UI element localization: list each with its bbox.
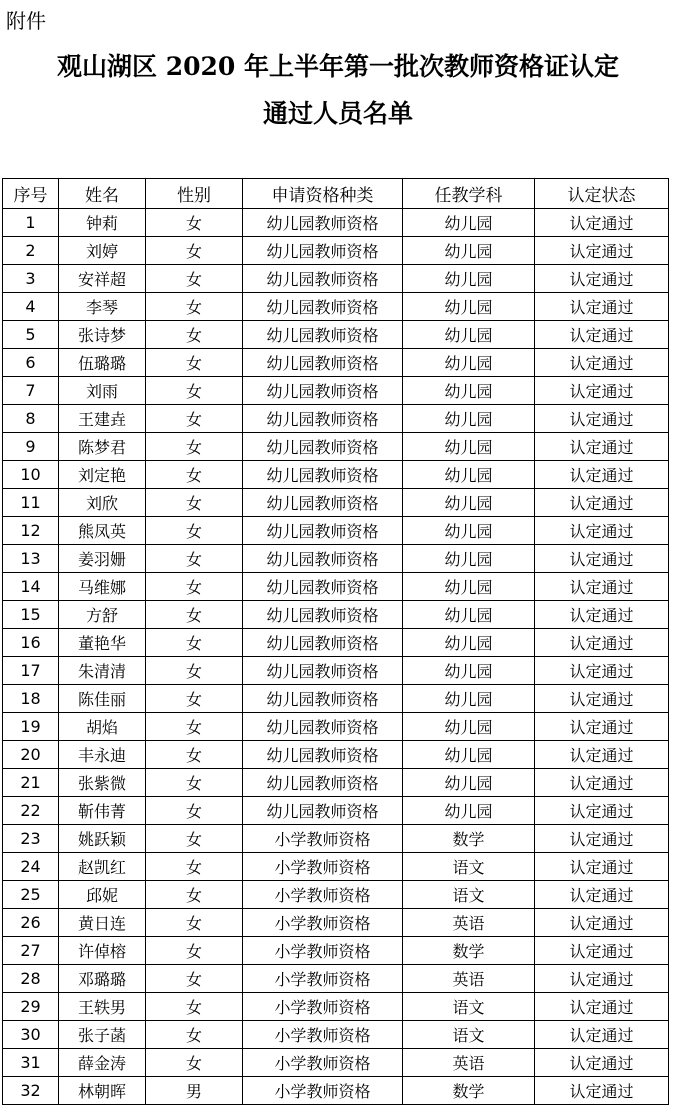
table-row [3, 489, 669, 517]
cell-index: 23 [3, 825, 59, 853]
table-row [3, 405, 669, 433]
table-row [3, 769, 669, 797]
cell-index: 1 [3, 209, 59, 237]
cell-qualification-type: 幼儿园教师资格 [243, 573, 403, 601]
table-header-row [3, 179, 669, 209]
cell-gender: 女 [146, 965, 243, 993]
cell-gender: 女 [146, 741, 243, 769]
table-row [3, 993, 669, 1021]
cell-gender: 女 [146, 433, 243, 461]
cell-qualification-type: 幼儿园教师资格 [243, 797, 403, 825]
cell-status: 认定通过 [535, 685, 669, 713]
cell-index: 10 [3, 461, 59, 489]
cell-gender: 女 [146, 377, 243, 405]
cell-status: 认定通过 [535, 237, 669, 265]
cell-index: 7 [3, 377, 59, 405]
table-row [3, 265, 669, 293]
cell-gender: 女 [146, 1049, 243, 1077]
cell-name: 张诗梦 [59, 321, 146, 349]
cell-qualification-type: 小学教师资格 [243, 993, 403, 1021]
cell-gender: 女 [146, 209, 243, 237]
cell-subject: 语文 [403, 1021, 535, 1049]
cell-name: 陈佳丽 [59, 685, 146, 713]
cell-gender: 女 [146, 265, 243, 293]
cell-name: 邓璐璐 [59, 965, 146, 993]
cell-index: 31 [3, 1049, 59, 1077]
cell-qualification-type: 幼儿园教师资格 [243, 209, 403, 237]
cell-index: 28 [3, 965, 59, 993]
cell-name: 邱妮 [59, 881, 146, 909]
cell-status: 认定通过 [535, 209, 669, 237]
column-header-name: 姓名 [59, 179, 146, 209]
cell-subject: 语文 [403, 881, 535, 909]
cell-status: 认定通过 [535, 741, 669, 769]
cell-gender: 女 [146, 881, 243, 909]
cell-subject: 幼儿园 [403, 797, 535, 825]
column-header-gender: 性别 [146, 179, 243, 209]
cell-index: 4 [3, 293, 59, 321]
cell-status: 认定通过 [535, 909, 669, 937]
cell-index: 14 [3, 573, 59, 601]
cell-name: 王建垚 [59, 405, 146, 433]
cell-gender: 女 [146, 657, 243, 685]
cell-qualification-type: 小学教师资格 [243, 937, 403, 965]
attachment-label: 附件 [6, 9, 46, 33]
cell-name: 李琴 [59, 293, 146, 321]
cell-status: 认定通过 [535, 489, 669, 517]
cell-index: 8 [3, 405, 59, 433]
cell-index: 12 [3, 517, 59, 545]
cell-subject: 数学 [403, 937, 535, 965]
cell-status: 认定通过 [535, 1077, 669, 1105]
cell-qualification-type: 小学教师资格 [243, 853, 403, 881]
cell-name: 胡焰 [59, 713, 146, 741]
cell-qualification-type: 幼儿园教师资格 [243, 489, 403, 517]
cell-gender: 女 [146, 321, 243, 349]
cell-index: 2 [3, 237, 59, 265]
table-row [3, 461, 669, 489]
cell-qualification-type: 幼儿园教师资格 [243, 321, 403, 349]
cell-name: 姚跃颖 [59, 825, 146, 853]
table-row [3, 825, 669, 853]
cell-gender: 女 [146, 909, 243, 937]
cell-gender: 女 [146, 713, 243, 741]
cell-index: 24 [3, 853, 59, 881]
cell-subject: 幼儿园 [403, 741, 535, 769]
cell-status: 认定通过 [535, 517, 669, 545]
cell-name: 董艳华 [59, 629, 146, 657]
table-row [3, 685, 669, 713]
cell-status: 认定通过 [535, 713, 669, 741]
cell-name: 刘雨 [59, 377, 146, 405]
cell-status: 认定通过 [535, 433, 669, 461]
cell-gender: 女 [146, 825, 243, 853]
cell-status: 认定通过 [535, 545, 669, 573]
cell-gender: 女 [146, 461, 243, 489]
cell-status: 认定通过 [535, 601, 669, 629]
cell-subject: 幼儿园 [403, 601, 535, 629]
cell-status: 认定通过 [535, 825, 669, 853]
cell-qualification-type: 幼儿园教师资格 [243, 517, 403, 545]
cell-qualification-type: 小学教师资格 [243, 965, 403, 993]
cell-gender: 女 [146, 629, 243, 657]
cell-index: 26 [3, 909, 59, 937]
cell-status: 认定通过 [535, 1021, 669, 1049]
cell-qualification-type: 幼儿园教师资格 [243, 433, 403, 461]
cell-gender: 女 [146, 937, 243, 965]
table-row [3, 741, 669, 769]
cell-subject: 幼儿园 [403, 769, 535, 797]
cell-index: 17 [3, 657, 59, 685]
cell-gender: 女 [146, 853, 243, 881]
cell-subject: 幼儿园 [403, 293, 535, 321]
cell-status: 认定通过 [535, 853, 669, 881]
cell-gender: 女 [146, 769, 243, 797]
cell-qualification-type: 幼儿园教师资格 [243, 349, 403, 377]
cell-name: 刘定艳 [59, 461, 146, 489]
cell-qualification-type: 幼儿园教师资格 [243, 377, 403, 405]
cell-gender: 女 [146, 797, 243, 825]
cell-name: 方舒 [59, 601, 146, 629]
table-row [3, 293, 669, 321]
cell-qualification-type: 幼儿园教师资格 [243, 293, 403, 321]
cell-index: 20 [3, 741, 59, 769]
cell-name: 许倬榕 [59, 937, 146, 965]
column-header-qualification-type: 申请资格种类 [243, 179, 403, 209]
cell-qualification-type: 幼儿园教师资格 [243, 629, 403, 657]
table-row [3, 573, 669, 601]
cell-index: 19 [3, 713, 59, 741]
cell-gender: 女 [146, 405, 243, 433]
table-row [3, 853, 669, 881]
cell-gender: 女 [146, 685, 243, 713]
cell-status: 认定通过 [535, 293, 669, 321]
cell-name: 靳伟菁 [59, 797, 146, 825]
cell-subject: 幼儿园 [403, 657, 535, 685]
cell-qualification-type: 幼儿园教师资格 [243, 657, 403, 685]
table-row [3, 209, 669, 237]
cell-index: 9 [3, 433, 59, 461]
cell-name: 伍璐璐 [59, 349, 146, 377]
cell-status: 认定通过 [535, 769, 669, 797]
cell-index: 11 [3, 489, 59, 517]
cell-qualification-type: 幼儿园教师资格 [243, 265, 403, 293]
cell-qualification-type: 幼儿园教师资格 [243, 237, 403, 265]
table-body [3, 209, 669, 1105]
cell-index: 30 [3, 1021, 59, 1049]
cell-name: 林朝晖 [59, 1077, 146, 1105]
cell-subject: 幼儿园 [403, 433, 535, 461]
cell-subject: 幼儿园 [403, 237, 535, 265]
column-header-status: 认定状态 [535, 179, 669, 209]
cell-subject: 幼儿园 [403, 685, 535, 713]
document-title: 观山湖区 2020 年上半年第一批次教师资格证认定 [57, 52, 619, 81]
table-row [3, 1021, 669, 1049]
cell-qualification-type: 幼儿园教师资格 [243, 713, 403, 741]
cell-name: 张子菡 [59, 1021, 146, 1049]
cell-status: 认定通过 [535, 461, 669, 489]
cell-subject: 英语 [403, 1049, 535, 1077]
cell-gender: 女 [146, 1021, 243, 1049]
cell-index: 15 [3, 601, 59, 629]
cell-subject: 幼儿园 [403, 265, 535, 293]
cell-name: 陈梦君 [59, 433, 146, 461]
cell-subject: 幼儿园 [403, 461, 535, 489]
cell-qualification-type: 幼儿园教师资格 [243, 769, 403, 797]
cell-status: 认定通过 [535, 573, 669, 601]
cell-name: 钟莉 [59, 209, 146, 237]
cell-qualification-type: 小学教师资格 [243, 1049, 403, 1077]
cell-subject: 数学 [403, 1077, 535, 1105]
cell-subject: 英语 [403, 909, 535, 937]
cell-qualification-type: 幼儿园教师资格 [243, 685, 403, 713]
cell-name: 熊凤英 [59, 517, 146, 545]
cell-name: 丰永迪 [59, 741, 146, 769]
cell-subject: 幼儿园 [403, 209, 535, 237]
cell-name: 刘欣 [59, 489, 146, 517]
cell-qualification-type: 幼儿园教师资格 [243, 601, 403, 629]
cell-subject: 幼儿园 [403, 629, 535, 657]
cell-status: 认定通过 [535, 993, 669, 1021]
cell-subject: 幼儿园 [403, 489, 535, 517]
cell-name: 朱清清 [59, 657, 146, 685]
cell-gender: 女 [146, 293, 243, 321]
cell-qualification-type: 幼儿园教师资格 [243, 545, 403, 573]
column-header-subject: 任教学科 [403, 179, 535, 209]
cell-gender: 女 [146, 545, 243, 573]
table-row [3, 797, 669, 825]
cell-gender: 女 [146, 517, 243, 545]
roster-table [2, 178, 669, 1105]
cell-index: 3 [3, 265, 59, 293]
table-row [3, 321, 669, 349]
cell-index: 25 [3, 881, 59, 909]
cell-index: 16 [3, 629, 59, 657]
cell-index: 32 [3, 1077, 59, 1105]
cell-index: 18 [3, 685, 59, 713]
table-row [3, 1077, 669, 1105]
cell-gender: 女 [146, 573, 243, 601]
cell-qualification-type: 小学教师资格 [243, 1021, 403, 1049]
cell-subject: 幼儿园 [403, 321, 535, 349]
table-row [3, 377, 669, 405]
cell-subject: 幼儿园 [403, 545, 535, 573]
cell-gender: 女 [146, 601, 243, 629]
cell-name: 薛金涛 [59, 1049, 146, 1077]
cell-status: 认定通过 [535, 405, 669, 433]
cell-status: 认定通过 [535, 321, 669, 349]
cell-index: 27 [3, 937, 59, 965]
cell-index: 21 [3, 769, 59, 797]
cell-subject: 数学 [403, 825, 535, 853]
cell-index: 13 [3, 545, 59, 573]
cell-status: 认定通过 [535, 881, 669, 909]
cell-gender: 女 [146, 237, 243, 265]
cell-subject: 语文 [403, 853, 535, 881]
table-row [3, 545, 669, 573]
cell-index: 5 [3, 321, 59, 349]
cell-subject: 幼儿园 [403, 377, 535, 405]
table-row [3, 1049, 669, 1077]
cell-status: 认定通过 [535, 965, 669, 993]
document-subtitle: 通过人员名单 [262, 99, 413, 128]
table-row [3, 937, 669, 965]
cell-name: 赵凯红 [59, 853, 146, 881]
cell-status: 认定通过 [535, 797, 669, 825]
table-row [3, 517, 669, 545]
cell-qualification-type: 幼儿园教师资格 [243, 461, 403, 489]
cell-subject: 幼儿园 [403, 405, 535, 433]
cell-gender: 女 [146, 489, 243, 517]
cell-status: 认定通过 [535, 629, 669, 657]
cell-status: 认定通过 [535, 377, 669, 405]
table-row [3, 657, 669, 685]
cell-index: 6 [3, 349, 59, 377]
cell-subject: 幼儿园 [403, 713, 535, 741]
column-header-index: 序号 [3, 179, 59, 209]
cell-subject: 语文 [403, 993, 535, 1021]
cell-status: 认定通过 [535, 937, 669, 965]
cell-qualification-type: 小学教师资格 [243, 909, 403, 937]
cell-name: 姜羽姗 [59, 545, 146, 573]
cell-status: 认定通过 [535, 657, 669, 685]
cell-name: 张紫微 [59, 769, 146, 797]
cell-status: 认定通过 [535, 1049, 669, 1077]
cell-qualification-type: 小学教师资格 [243, 881, 403, 909]
cell-subject: 英语 [403, 965, 535, 993]
cell-qualification-type: 幼儿园教师资格 [243, 741, 403, 769]
cell-name: 王轶男 [59, 993, 146, 1021]
cell-index: 29 [3, 993, 59, 1021]
table-row [3, 713, 669, 741]
table-row [3, 601, 669, 629]
cell-qualification-type: 小学教师资格 [243, 825, 403, 853]
table-row [3, 965, 669, 993]
cell-gender: 女 [146, 349, 243, 377]
cell-subject: 幼儿园 [403, 573, 535, 601]
cell-qualification-type: 幼儿园教师资格 [243, 405, 403, 433]
cell-gender: 男 [146, 1077, 243, 1105]
cell-subject: 幼儿园 [403, 517, 535, 545]
table-row [3, 349, 669, 377]
table-row [3, 881, 669, 909]
cell-name: 安祥超 [59, 265, 146, 293]
cell-subject: 幼儿园 [403, 349, 535, 377]
cell-status: 认定通过 [535, 349, 669, 377]
cell-status: 认定通过 [535, 265, 669, 293]
table-row [3, 433, 669, 461]
table-row [3, 237, 669, 265]
cell-index: 22 [3, 797, 59, 825]
cell-gender: 女 [146, 993, 243, 1021]
table-row [3, 909, 669, 937]
cell-qualification-type: 小学教师资格 [243, 1077, 403, 1105]
cell-name: 刘婷 [59, 237, 146, 265]
table-row [3, 629, 669, 657]
cell-name: 马维娜 [59, 573, 146, 601]
cell-name: 黄日连 [59, 909, 146, 937]
